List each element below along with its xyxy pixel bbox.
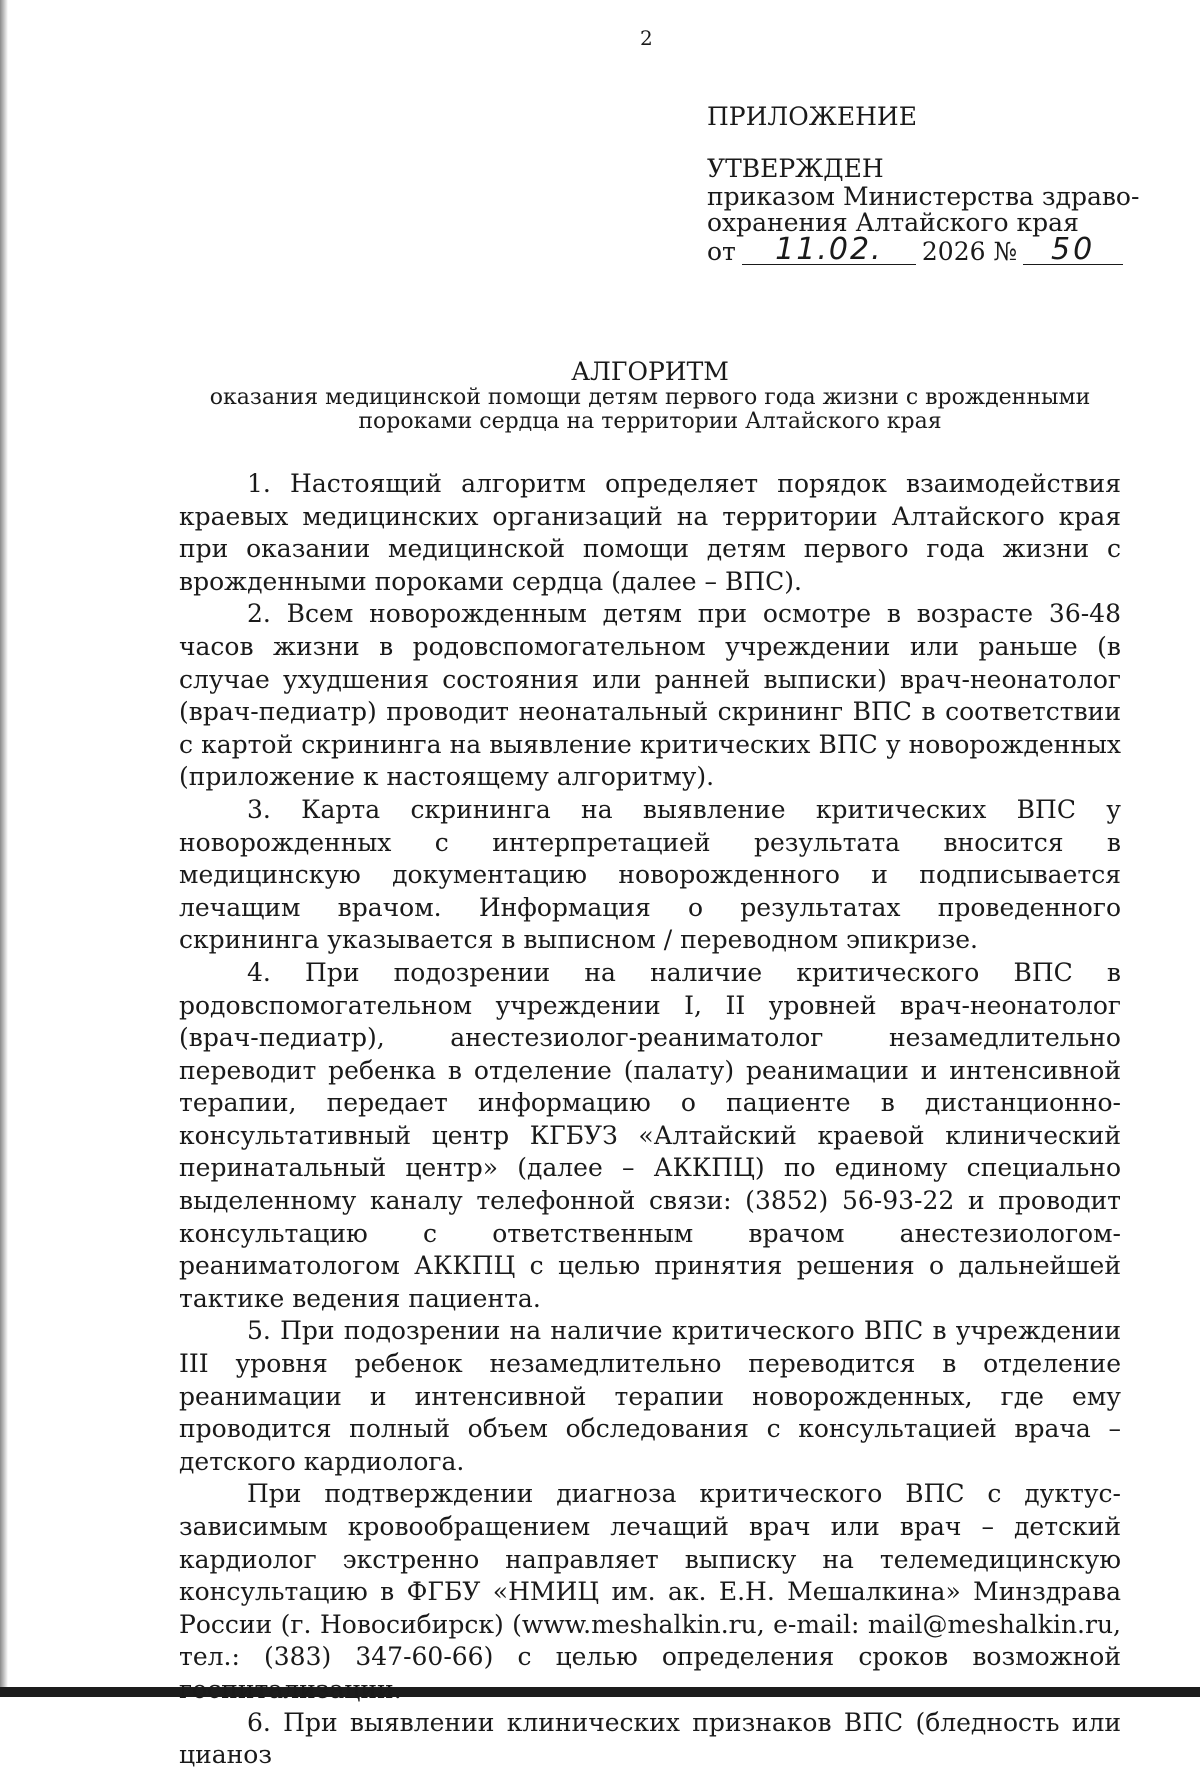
scan-edge-left: [0, 0, 8, 1697]
order-date-handwritten: 11.02.: [742, 236, 916, 265]
order-year-label: 2026 №: [921, 237, 1018, 266]
paragraph-5: 5. При подозрении на наличие критического ВПС в учреждении III уровня ребенок незамедлительно переводится в отделение реанимации и интенсивной терапии новорожденных, где ему проводится полный объем обследования с консультацией врача – детского кардиолога.: [179, 1316, 1121, 1476]
document-body: [179, 468, 1121, 1772]
document-subtitle-line-1: оказания медицинской помощи детям первого года жизни с врожденными: [209, 385, 1091, 410]
approved-label: УТВЕРЖДЕН: [707, 154, 884, 183]
paragraph-6: 6. При выявлении клинических признаков ВПС (бледность или цианоз: [179, 1707, 1121, 1770]
paragraph-3: 3. Карта скрининга на выявление критических ВПС у новорожденных с интерпретацией результата вносится в медицинскую документацию новорожденного и подписывается лечащим врачом. Информация о результатах проведенного скрининга указывается в выписном / переводном эпикризе.: [179, 794, 1121, 955]
document-title: АЛГОРИТМ: [571, 357, 729, 386]
paragraph-1: 1. Настоящий алгоритм определяет порядок взаимодействия краевых медицинских организаций на территории Алтайского края при оказании медицинской помощи детям первого года жизни с врожденными пороками сердца (далее – ВПС).: [179, 469, 1121, 596]
document-subtitle-line-2: пороками сердца на территории Алтайского края: [358, 409, 942, 434]
order-number-handwritten: 50: [1023, 236, 1123, 265]
appendix-label: ПРИЛОЖЕНИЕ: [707, 102, 917, 131]
order-prefix: от: [707, 237, 736, 266]
paragraph-5-continued: При подтверждении диагноза критического ВПС с дуктус-зависимым кровообращением лечащий врач или врач – детский кардиолог экстренно направляет выписку на телемедицинскую консультацию в ФГБУ «НМИЦ им. ак. Е.Н. Мешалкина» Минздрава России (г. Новосибирск) (www.meshalkin.ru, e-mail: mail@meshalkin.ru, тел.: (383) 347-60-66) с целью определения сроков возможной госпитализации.: [179, 1479, 1121, 1704]
approved-by-line-1: приказом Министерства здраво-: [707, 182, 1140, 211]
document-heading: [160, 358, 1140, 434]
paragraph-4: 4. При подозрении на наличие критического ВПС в родовспомогательном учреждении I, II уровней врач-неонатолог (врач-педиатр), анестезиолог-реаниматолог незамедлительно переводит ребенка в отделение (палату) реанимации и интенсивной терапии, передает информацию о пациенте в дистанционно-консультативный центр КГБУЗ «Алтайский краевой клинический перинатальный центр» (далее – АККПЦ) по единому специально выделенному каналу телефонной связи: (3852) 56-93-22 и проводит консультацию с ответственным врачом анестезиологом-реаниматологом АККПЦ с целью принятия решения о дальнейшей тактике ведения пациента.: [179, 957, 1121, 1313]
page-number: 2: [640, 26, 653, 50]
approval-block: [707, 104, 1157, 265]
order-line: [707, 232, 1157, 267]
approved-by-line-2: охранения Алтайского края: [707, 208, 1079, 237]
paragraph-2: 2. Всем новорожденным детям при осмотре в возрасте 36-48 часов жизни в родовспомогательном учреждении или раньше (в случае ухудшения состояния или ранней выписки) врач-неонатолог (врач-педиатр) проводит неонатальный скрининг ВПС в соответствии с картой скрининга на выявление критических ВПС у новорожденных (приложение к настоящему алгоритму).: [179, 599, 1121, 792]
